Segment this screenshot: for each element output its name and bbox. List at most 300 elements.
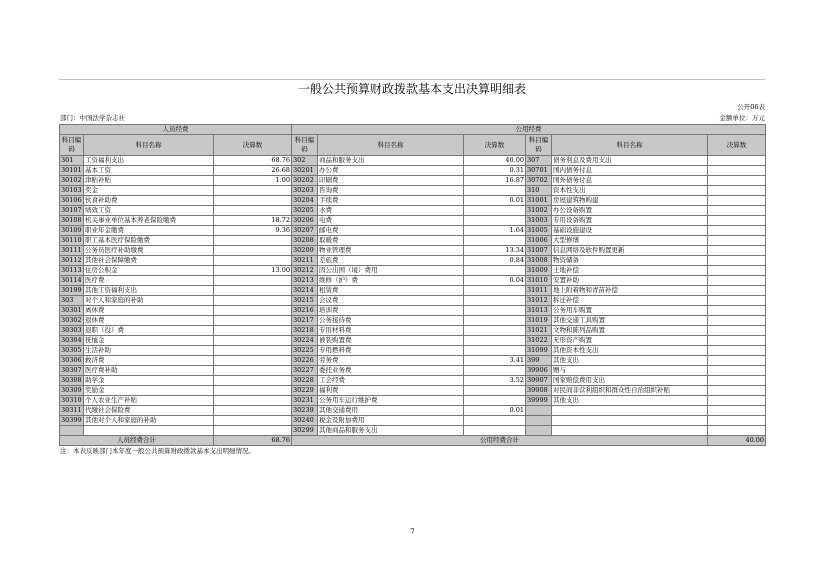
code-cell: 31099 <box>526 346 552 356</box>
header-name-3: 科目名称 <box>552 135 708 156</box>
amount-cell <box>708 386 766 396</box>
code-cell: 30701 <box>526 166 552 176</box>
name-cell: 安置补助 <box>552 276 708 286</box>
name-cell: 物资储备 <box>552 256 708 266</box>
name-cell: 职工基本医疗保险缴费 <box>84 236 214 246</box>
name-cell: 拆迁补偿 <box>552 296 708 306</box>
code-cell: 30239 <box>292 406 318 416</box>
name-cell: 职业年金缴费 <box>84 226 214 236</box>
code-cell: 30227 <box>292 366 318 376</box>
name-cell: 其他交通工具购置 <box>552 316 708 326</box>
amount-cell <box>214 336 292 346</box>
table-row <box>60 366 766 376</box>
amount-cell <box>708 286 766 296</box>
public-total-value: 40.00 <box>708 436 766 446</box>
amount-cell <box>214 296 292 306</box>
amount-cell <box>214 386 292 396</box>
name-cell <box>552 416 708 426</box>
code-cell: 30225 <box>292 346 318 356</box>
amount-cell: 0.01 <box>464 406 526 416</box>
amount-cell <box>464 366 526 376</box>
name-cell: 咨询费 <box>318 186 464 196</box>
code-cell: 30307 <box>61 366 82 374</box>
amount-cell <box>464 216 526 226</box>
table-row <box>60 406 766 416</box>
amount-cell <box>464 286 526 296</box>
code-cell: 30110 <box>61 236 82 244</box>
name-cell: 土地补偿 <box>552 266 708 276</box>
amount-cell <box>214 326 292 336</box>
table-row <box>60 186 766 196</box>
table-row <box>60 326 766 336</box>
table-row <box>60 336 766 346</box>
code-cell: 30112 <box>61 256 82 264</box>
code-cell: 31022 <box>526 336 552 346</box>
name-cell: 商品和服务支出 <box>318 156 464 166</box>
public-total-label: 公用经费合计 <box>292 436 708 446</box>
code-cell: 30228 <box>292 376 318 386</box>
name-cell: 其他支出 <box>552 396 708 406</box>
name-cell: 助学金 <box>84 376 214 386</box>
code-cell: 30303 <box>61 326 82 334</box>
name-cell: 退职（役）费 <box>84 326 214 336</box>
code-cell: 30101 <box>61 166 82 174</box>
code-cell: 30102 <box>61 176 82 184</box>
amount-cell: 18.72 <box>214 216 292 226</box>
amount-cell <box>708 236 766 246</box>
amount-cell <box>708 416 766 426</box>
amount-cell: 40.00 <box>464 156 526 166</box>
code-cell: 30310 <box>61 396 82 404</box>
name-cell: 差旅费 <box>318 256 464 266</box>
amount-cell: 3.52 <box>464 376 526 386</box>
name-cell: 工资福利支出 <box>84 156 214 166</box>
table-row <box>60 276 766 286</box>
amount-cell <box>708 216 766 226</box>
code-cell <box>526 416 552 426</box>
meta-row <box>59 112 765 124</box>
amount-cell: 26.68 <box>214 166 292 176</box>
amount-cell <box>214 306 292 316</box>
header-code-1: 科目编码 <box>60 135 84 156</box>
name-cell: 国内债务付息 <box>552 166 708 176</box>
table-row <box>60 426 766 436</box>
code-cell: 30113 <box>61 266 82 274</box>
table-row <box>60 306 766 316</box>
name-cell: 专用材料费 <box>318 326 464 336</box>
amount-cell <box>214 236 292 246</box>
name-cell: 地上附着物和青苗补偿 <box>552 286 708 296</box>
name-cell: 培训费 <box>318 306 464 316</box>
amount-cell <box>708 256 766 266</box>
code-cell: 31010 <box>526 276 552 286</box>
amount-cell: 13.00 <box>214 266 292 276</box>
code-cell: 31019 <box>526 316 552 326</box>
name-cell: 公务员医疗补助缴费 <box>84 246 214 256</box>
table-row <box>60 266 766 276</box>
name-cell: 债务利息及费用支出 <box>552 156 708 166</box>
code-cell: 30202 <box>292 176 318 186</box>
table-row <box>60 416 766 426</box>
amount-cell <box>214 286 292 296</box>
code-cell: 30308 <box>61 376 82 384</box>
table-row <box>60 236 766 246</box>
table-row <box>60 346 766 356</box>
unit-label: 金额单位：万元 <box>719 114 765 122</box>
amount-cell <box>214 196 292 206</box>
name-cell: 其他商品和服务支出 <box>318 426 464 436</box>
code-cell: 307 <box>526 156 552 166</box>
amount-cell <box>708 336 766 346</box>
amount-cell <box>708 156 766 166</box>
amount-cell <box>708 366 766 376</box>
table-code: 公开06表 <box>737 103 765 111</box>
amount-cell <box>708 406 766 416</box>
name-cell: 公务接待费 <box>318 316 464 326</box>
name-cell: 会议费 <box>318 296 464 306</box>
name-cell: 国外债务付息 <box>552 176 708 186</box>
table-row <box>60 396 766 406</box>
code-cell: 30240 <box>292 416 318 426</box>
code-cell: 30103 <box>61 186 82 194</box>
name-cell: 水费 <box>318 206 464 216</box>
amount-cell <box>214 186 292 196</box>
amount-cell <box>214 416 292 426</box>
name-cell: 赠与 <box>552 366 708 376</box>
amount-cell <box>214 246 292 256</box>
name-cell: 离休费 <box>84 306 214 316</box>
code-cell: 30218 <box>292 326 318 336</box>
code-cell: 30111 <box>61 246 82 254</box>
band-personnel: 人员经费 <box>60 125 292 135</box>
code-cell: 31003 <box>526 216 552 226</box>
name-cell: 被装购置费 <box>318 336 464 346</box>
code-cell: 30201 <box>292 166 318 176</box>
name-cell: 文物和陈列品购置 <box>552 326 708 336</box>
amount-cell <box>464 266 526 276</box>
code-cell: 30203 <box>292 186 318 196</box>
code-cell: 30208 <box>292 236 318 246</box>
name-cell: 电费 <box>318 216 464 226</box>
code-cell: 39907 <box>526 376 552 386</box>
name-cell: 其他对个人和家庭的补助 <box>84 416 214 426</box>
amount-cell: 16.87 <box>464 176 526 186</box>
code-cell: 30199 <box>61 286 82 294</box>
code-cell: 303 <box>60 296 84 306</box>
name-cell: 无形资产购置 <box>552 336 708 346</box>
totals-row <box>60 436 766 446</box>
amount-cell <box>708 376 766 386</box>
code-cell: 30109 <box>61 226 82 234</box>
code-cell: 31013 <box>526 306 552 316</box>
header-amount-1: 决算数 <box>214 135 292 156</box>
amount-cell: 3.41 <box>464 356 526 366</box>
table-row <box>60 376 766 386</box>
header-code-2: 科目编码 <box>292 135 318 156</box>
band-public: 公用经费 <box>292 125 766 135</box>
code-cell: 30702 <box>526 176 552 186</box>
name-cell: 对个人和家庭的补助 <box>84 296 214 306</box>
header-name-1: 科目名称 <box>84 135 214 156</box>
amount-cell <box>214 346 292 356</box>
code-cell: 30107 <box>61 206 82 214</box>
code-cell: 30211 <box>292 256 318 266</box>
name-cell: 物业管理费 <box>318 246 464 256</box>
code-cell: 30229 <box>292 386 318 396</box>
amount-cell <box>708 326 766 336</box>
name-cell: 个人农业生产补贴 <box>84 396 214 406</box>
amount-cell <box>708 316 766 326</box>
code-cell: 30226 <box>292 356 318 366</box>
amount-cell <box>708 266 766 276</box>
name-cell: 其他工资福利支出 <box>84 286 214 296</box>
amount-cell <box>708 296 766 306</box>
code-cell: 30216 <box>292 306 318 316</box>
amount-cell <box>214 396 292 406</box>
band-row <box>60 125 766 135</box>
amount-cell <box>464 386 526 396</box>
amount-cell <box>214 276 292 286</box>
amount-cell: 9.36 <box>214 226 292 236</box>
amount-cell: 1.64 <box>464 226 526 236</box>
code-cell: 30305 <box>61 346 82 354</box>
code-cell: 30302 <box>61 316 82 324</box>
code-cell: 30209 <box>292 246 318 256</box>
name-cell: 伙食补助费 <box>84 196 214 206</box>
amount-cell: 0.31 <box>464 166 526 176</box>
name-cell <box>552 406 708 416</box>
code-cell: 31011 <box>526 286 552 296</box>
amount-cell <box>708 306 766 316</box>
amount-cell: 13.34 <box>464 246 526 256</box>
amount-cell: 0.04 <box>464 276 526 286</box>
amount-cell <box>708 186 766 196</box>
amount-cell <box>214 366 292 376</box>
code-cell: 30306 <box>61 356 82 364</box>
name-cell <box>552 426 708 436</box>
amount-cell <box>708 206 766 216</box>
table-row <box>60 286 766 296</box>
code-cell: 31005 <box>526 226 552 236</box>
name-cell: 税金及附加费用 <box>318 416 464 426</box>
name-cell: 专用燃料费 <box>318 346 464 356</box>
name-cell: 维修（护）费 <box>318 276 464 286</box>
name-cell: 奖金 <box>84 186 214 196</box>
amount-cell <box>464 236 526 246</box>
name-cell: 大型修缮 <box>552 236 708 246</box>
amount-cell: 0.84 <box>464 256 526 266</box>
amount-cell <box>214 206 292 216</box>
report-title: 一般公共预算财政拨款基本支出决算明细表 <box>59 79 765 98</box>
code-cell: 30213 <box>292 276 318 286</box>
table-row <box>60 316 766 326</box>
name-cell: 基本工资 <box>84 166 214 176</box>
amount-cell <box>464 306 526 316</box>
code-cell: 31009 <box>526 266 552 276</box>
code-cell: 30299 <box>292 426 318 436</box>
table-row <box>60 206 766 216</box>
header-code-3: 科目编码 <box>526 135 552 156</box>
name-cell: 公务用车运行维护费 <box>318 396 464 406</box>
table-row <box>60 166 766 176</box>
table-row <box>60 176 766 186</box>
amount-cell <box>464 316 526 326</box>
amount-cell <box>214 406 292 416</box>
amount-cell <box>708 246 766 256</box>
table-row <box>60 216 766 226</box>
name-cell: 取暖费 <box>318 236 464 246</box>
personnel-total-value: 68.76 <box>214 436 292 446</box>
amount-cell <box>708 166 766 176</box>
name-cell: 基础设施建设 <box>552 226 708 236</box>
department-label: 部门：中国法学杂志社 <box>60 114 125 122</box>
amount-cell <box>464 336 526 346</box>
name-cell: 代缴社会保险费 <box>84 406 214 416</box>
name-cell: 退休费 <box>84 316 214 326</box>
name-cell: 因公出国（境）费用 <box>318 266 464 276</box>
code-cell <box>526 406 552 416</box>
code-cell: 310 <box>526 186 552 196</box>
name-cell: 福利费 <box>318 386 464 396</box>
table-row <box>60 156 766 166</box>
table-row <box>60 296 766 306</box>
name-cell: 租赁费 <box>318 286 464 296</box>
header-row <box>60 135 766 156</box>
name-cell: 印刷费 <box>318 176 464 186</box>
code-cell <box>60 426 84 436</box>
code-cell: 31002 <box>526 206 552 216</box>
name-cell: 公务用车购置 <box>552 306 708 316</box>
name-cell: 抚恤金 <box>84 336 214 346</box>
table-row <box>60 196 766 206</box>
amount-cell <box>708 396 766 406</box>
amount-cell <box>464 186 526 196</box>
name-cell: 工会经费 <box>318 376 464 386</box>
report-sheet <box>59 79 765 456</box>
code-cell: 39906 <box>526 366 552 376</box>
amount-cell: 0.01 <box>464 196 526 206</box>
code-cell: 30304 <box>61 336 82 344</box>
amount-cell: 1.00 <box>214 176 292 186</box>
code-cell: 30106 <box>61 196 82 204</box>
name-cell: 绩效工资 <box>84 206 214 216</box>
code-cell <box>526 426 552 436</box>
footnote: 注：本表反映部门本年度一般公共预算财政拨款基本支出明细情况。 <box>60 447 255 455</box>
code-cell: 31006 <box>526 236 552 246</box>
name-cell <box>84 426 214 436</box>
code-cell: 399 <box>526 356 552 366</box>
name-cell: 其他社会保障缴费 <box>84 256 214 266</box>
name-cell: 其他交通费用 <box>318 406 464 416</box>
amount-cell <box>214 256 292 266</box>
amount-cell <box>708 196 766 206</box>
name-cell: 办公费 <box>318 166 464 176</box>
expenditure-table <box>59 124 766 446</box>
code-cell: 30399 <box>61 416 82 424</box>
table-body <box>60 156 766 436</box>
code-cell: 30217 <box>292 316 318 326</box>
name-cell: 津贴补贴 <box>84 176 214 186</box>
name-cell: 奖励金 <box>84 386 214 396</box>
amount-cell <box>464 416 526 426</box>
amount-cell <box>214 426 292 436</box>
name-cell: 邮电费 <box>318 226 464 236</box>
amount-cell <box>708 356 766 366</box>
name-cell: 对民间非营利组织和群众性自治组织补贴 <box>552 386 708 396</box>
page-number: 7 <box>410 528 415 536</box>
amount-cell <box>464 326 526 336</box>
amount-cell <box>708 426 766 436</box>
amount-cell <box>464 396 526 406</box>
amount-cell <box>214 376 292 386</box>
code-cell: 30214 <box>292 286 318 296</box>
code-cell: 39908 <box>526 386 552 396</box>
code-cell: 30108 <box>61 216 82 224</box>
name-cell: 其他支出 <box>552 356 708 366</box>
code-cell: 30311 <box>61 406 82 414</box>
table-row <box>60 226 766 236</box>
header-amount-3: 决算数 <box>708 135 766 156</box>
name-cell: 专用设备购置 <box>552 216 708 226</box>
name-cell: 医疗费 <box>84 276 214 286</box>
code-cell: 30205 <box>292 206 318 216</box>
amount-cell <box>464 206 526 216</box>
code-cell: 31021 <box>526 326 552 336</box>
name-cell: 手续费 <box>318 196 464 206</box>
name-cell: 委托业务费 <box>318 366 464 376</box>
code-cell: 39999 <box>526 396 552 406</box>
header-amount-2: 决算数 <box>464 135 526 156</box>
name-cell: 劳务费 <box>318 356 464 366</box>
name-cell: 其他资本性支出 <box>552 346 708 356</box>
table-row <box>60 246 766 256</box>
amount-cell <box>708 176 766 186</box>
name-cell: 房屋建筑物购建 <box>552 196 708 206</box>
amount-cell <box>464 346 526 356</box>
name-cell: 资本性支出 <box>552 186 708 196</box>
code-cell: 30207 <box>292 226 318 236</box>
table-row <box>60 386 766 396</box>
code-cell: 30301 <box>61 306 82 314</box>
name-cell: 信息网络及软件购置更新 <box>552 246 708 256</box>
code-cell: 30206 <box>292 216 318 226</box>
header-name-2: 科目名称 <box>318 135 464 156</box>
amount-cell <box>464 426 526 436</box>
code-cell: 302 <box>292 156 318 166</box>
amount-cell <box>708 346 766 356</box>
amount-cell <box>708 226 766 236</box>
amount-cell <box>708 276 766 286</box>
amount-cell <box>214 356 292 366</box>
name-cell: 办公设备购置 <box>552 206 708 216</box>
code-cell: 31007 <box>526 246 552 256</box>
amount-cell: 68.76 <box>214 156 292 166</box>
name-cell: 住房公积金 <box>84 266 214 276</box>
name-cell: 医疗费补助 <box>84 366 214 376</box>
code-cell: 30231 <box>292 396 318 406</box>
personnel-total-label: 人员经费合计 <box>60 436 214 446</box>
table-row <box>60 256 766 266</box>
code-cell: 30114 <box>61 276 82 284</box>
code-cell: 30224 <box>292 336 318 346</box>
code-cell: 30309 <box>61 386 82 394</box>
name-cell: 生活补助 <box>84 346 214 356</box>
code-cell: 31008 <box>526 256 552 266</box>
table-row <box>60 356 766 366</box>
code-cell: 30215 <box>292 296 318 306</box>
name-cell: 机关事业单位基本养老保险缴费 <box>84 216 214 226</box>
code-cell: 301 <box>60 156 84 166</box>
